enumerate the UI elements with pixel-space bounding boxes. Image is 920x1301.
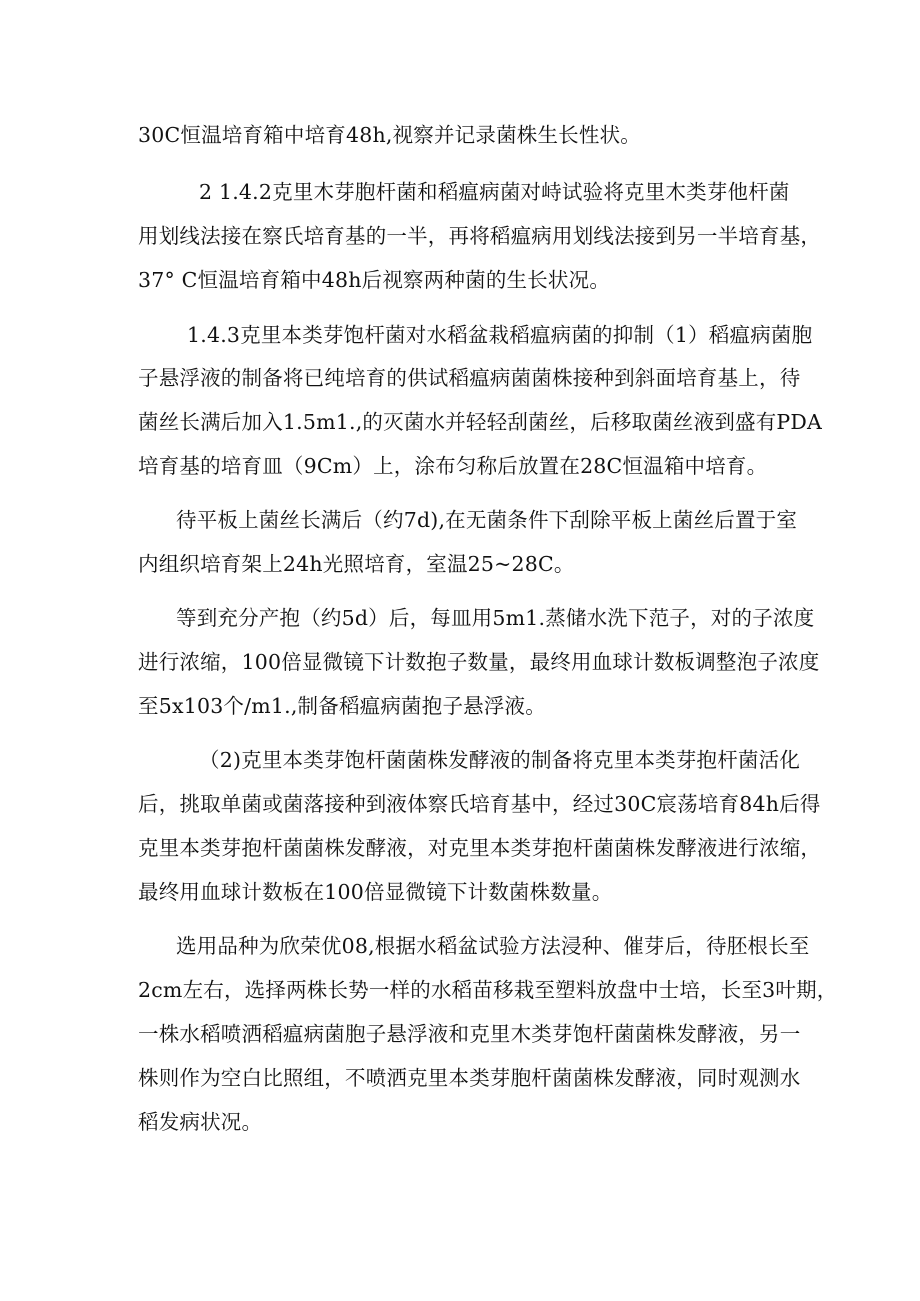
text-line: 进行浓缩，100倍显微镜下计数抱子数量，最终用血球计数板调整泡子浓度	[138, 650, 820, 674]
text-line: 株则作为空白比照组，不喷洒克里本类芽胞杆菌菌株发酵液，同时观测水	[138, 1066, 801, 1090]
text-line: 1.4.3克里本类芽饱杆菌对水稻盆栽稻瘟病菌的抑制（1）稻瘟病菌胞	[187, 323, 813, 347]
text-line: 选用品种为欣荣优08,根据水稻盆试验方法浸种、催芽后，待胚根长至	[176, 934, 810, 958]
text-line: 30C恒温培育箱中培育48h,视察并记录菌株生长性状。	[138, 123, 641, 147]
text-line: 2cm左右，选择两株长势一样的水稻苗移栽至塑料放盘中士培，长至3叶期，	[138, 978, 838, 1002]
text-line: 2 1.4.2克里木芽胞杆菌和稻瘟病菌对峙试验将克里木类芽他杆菌	[199, 180, 790, 204]
text-line: 37° C恒温培育箱中48h后视察两种菌的生长状况。	[138, 268, 611, 292]
text-line: 最终用血球计数板在100倍显微镜下计数菌株数量。	[138, 880, 613, 904]
text-line: 至5x103个/m1.,制备稻瘟病菌抱子悬浮液。	[138, 694, 546, 718]
text-line: 克里本类芽抱杆菌菌株发酵液，对克里本类芽抱杆菌菌株发酵液进行浓缩，	[138, 836, 822, 860]
text-line: 培育基的培育皿（9Cm）上，涂布匀称后放置在28C恒温箱中培育。	[138, 454, 768, 478]
text-line: 等到充分产抱（约5d）后，每皿用5m1.蒸储水洗下范子，对的子浓度	[176, 606, 815, 630]
text-line: 内组织培育架上24h光照培育，室温25~28C。	[138, 552, 575, 576]
text-line: 后，挑取单菌或菌落接种到液体察氏培育基中，经过30C宸荡培育84h后得	[138, 792, 821, 816]
text-line: 菌丝长满后加入1.5m1.,的灭菌水并轻轻刮菌丝，后移取菌丝液到盛有PDA	[138, 410, 823, 434]
text-line: 一株水稻喷洒稻瘟病菌胞子悬浮液和克里木类芽饱杆菌菌株发酵液，另一	[138, 1022, 801, 1046]
text-line: 用划线法接在察氏培育基的一半，再将稻瘟病用划线法接到另一半培育基，	[138, 224, 822, 248]
text-line: 子悬浮液的制备将已纯培育的供试稻瘟病菌菌株接种到斜面培育基上，待	[138, 366, 801, 390]
text-line: （2)克里本类芽饱杆菌菌株发酵液的制备将克里本类芽抱杆菌活化	[199, 748, 801, 772]
text-line: 稻发病状况。	[138, 1110, 263, 1134]
text-line: 待平板上菌丝长满后（约7d),在无菌条件下刮除平板上菌丝后置于室	[176, 508, 798, 532]
